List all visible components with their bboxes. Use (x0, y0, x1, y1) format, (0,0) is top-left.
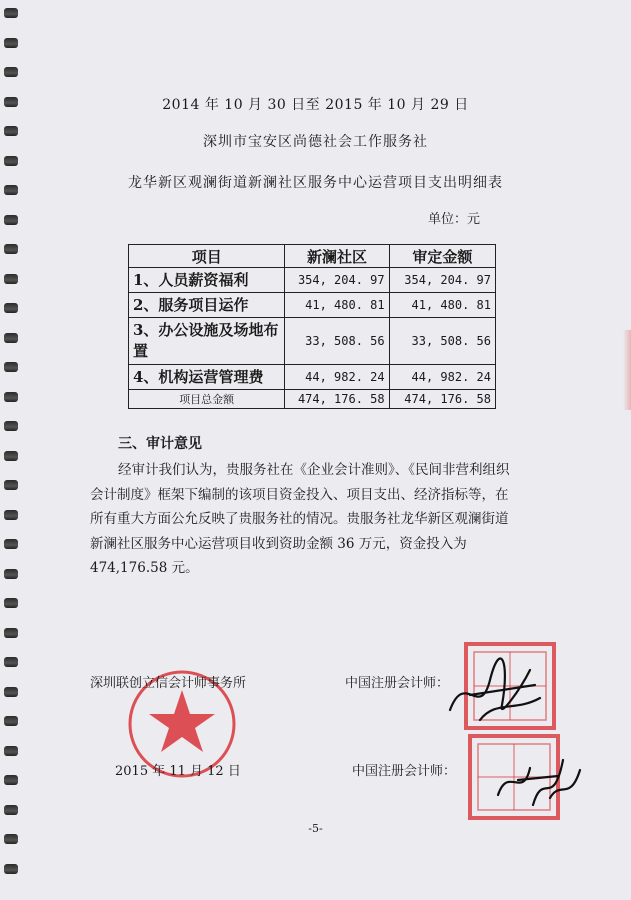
binding-ring (4, 775, 18, 785)
row-community-amount: 41, 480. 81 (285, 293, 389, 318)
page-edge-mark (623, 330, 631, 410)
accounting-firm-name: 深圳联创立信会计师事务所 (90, 676, 247, 691)
handwritten-signature-2 (488, 740, 588, 820)
total-label: 项目总金额 (129, 390, 285, 409)
table-row (129, 293, 496, 318)
binding-ring (4, 569, 18, 579)
binding-ring (4, 303, 18, 313)
table-header-row (129, 245, 496, 268)
binding-ring (4, 67, 18, 77)
column-header-item: 项目 (129, 245, 285, 268)
binding-ring (4, 598, 18, 608)
currency-unit: 单位：元 (428, 212, 481, 227)
binding-ring (4, 274, 18, 284)
binding-ring (4, 687, 18, 697)
report-date: 2015 年 11 月 12 日 (115, 764, 241, 779)
row-community-amount: 44, 982. 24 (285, 365, 389, 390)
row-audited-amount: 33, 508. 56 (389, 318, 495, 365)
row-audited-amount: 44, 982. 24 (389, 365, 495, 390)
binding-ring (4, 805, 18, 815)
audit-opinion-paragraph: 经审计我们认为，贵服务社在《企业会计准则》、《民间非营利组织会计制度》框架下编制的该项目资金投入、项目支出、经济指标等，在所有重大方面公允反映了贵服务社的情况。贵服务社龙华新区观澜街道新澜社区服务中心运营项目收到资助金额 36 万元，资金投入为 474,176.58 元。 (90, 462, 510, 576)
binding-ring (4, 480, 18, 490)
binding-ring (4, 834, 18, 844)
binding-ring (4, 392, 18, 402)
table-total-row (129, 390, 496, 409)
binding-ring (4, 657, 18, 667)
binding-ring (4, 8, 18, 18)
handwritten-signature-1 (440, 650, 550, 730)
binding-ring (4, 215, 18, 225)
binding-ring (4, 362, 18, 372)
expense-table (128, 244, 496, 409)
binding-ring (4, 451, 18, 461)
binding-ring (4, 38, 18, 48)
total-audited-amount: 474, 176. 58 (389, 390, 495, 409)
binding-ring (4, 156, 18, 166)
report-period: 2014 年 10 月 30 日至 2015 年 10 月 29 日 (162, 97, 469, 113)
table-row (129, 268, 496, 293)
row-item-label: 3、办公设施及场地布置 (129, 318, 285, 365)
binding-ring (4, 539, 18, 549)
cpa-signature-label-1: 中国注册会计师： (345, 676, 450, 691)
binding-ring (4, 510, 18, 520)
row-audited-amount: 354, 204. 97 (389, 268, 495, 293)
row-audited-amount: 41, 480. 81 (389, 293, 495, 318)
row-item-label: 4、机构运营管理费 (129, 365, 285, 390)
row-item-label: 2、服务项目运作 (129, 293, 285, 318)
page-number: -5- (308, 822, 323, 835)
binding-ring (4, 244, 18, 254)
report-title: 龙华新区观澜街道新澜社区服务中心运营项目支出明细表 (128, 175, 503, 191)
binding-ring (4, 746, 18, 756)
column-header-community: 新澜社区 (285, 245, 389, 268)
binding-ring (4, 421, 18, 431)
binding-ring (4, 333, 18, 343)
table-row (129, 365, 496, 390)
table-row (129, 318, 496, 365)
binding-ring (4, 864, 18, 874)
column-header-audited: 审定金额 (389, 245, 495, 268)
row-community-amount: 33, 508. 56 (285, 318, 389, 365)
row-community-amount: 354, 204. 97 (285, 268, 389, 293)
total-community-amount: 474, 176. 58 (285, 390, 389, 409)
binding-ring (4, 716, 18, 726)
binding-ring (4, 628, 18, 638)
cpa-signature-label-2: 中国注册会计师： (352, 764, 457, 779)
organization-name: 深圳市宝安区尚德社会工作服务社 (203, 134, 428, 150)
row-item-label: 1、人员薪资福利 (129, 268, 285, 293)
audit-section-title: 三、审计意见 (118, 436, 202, 452)
